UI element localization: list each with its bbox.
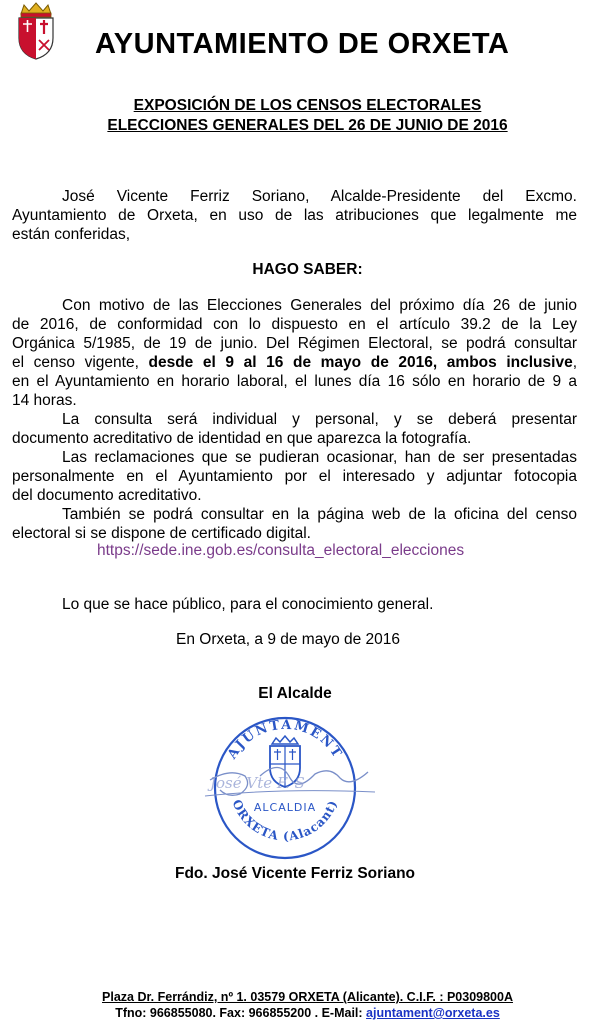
body-p1-line5: en el Ayuntamiento en horario laboral, el lunes día 16 sólo en horario de 9 a [12,373,577,390]
body-p2-line1: La consulta será individual y personal, y se deberá presentar [62,411,577,428]
body-p1-line2: de 2016, de conformidad con lo dispuesto en el artículo 39.2 de la Ley [12,316,577,333]
signature-role: El Alcalde [258,685,332,702]
notice-heading-line2: ELECCIONES GENERALES DEL 26 DE JUNIO DE 2016 [107,117,508,134]
stamp-middle-text: ALCALDIA [253,801,317,814]
stamp-bottom-text: ORXETA (Alacant) [229,797,341,844]
footer-contact-prefix: Tfno: 966855080. Fax: 966855200 . E-Mail: [115,1006,367,1020]
intro-line2: Ayuntamiento de Orxeta, en uso de las atribuciones que legalmente me [12,207,577,224]
closing-text: Lo que se hace público, para el conocimiento general. [62,596,434,613]
notice-heading-line1: EXPOSICIÓN DE LOS CENSOS ELECTORALES [133,97,482,114]
body-p3-line3: del documento acreditativo. [12,487,202,504]
footer-email-link[interactable]: ajuntament@orxeta.es [366,1006,500,1020]
intro-line1: José Vicente Ferriz Soriano, Alcalde-Presidente del Excmo. [62,188,577,205]
footer-address: Plaza Dr. Ferrándiz, nº 1. 03579 ORXETA (Alicante). C.I.F. : P0309800A [102,990,513,1004]
body-p4-line1: También se podrá consultar en la página web de la oficina del censo [62,506,577,523]
body-p2-line2: documento acreditativo de identidad en que aparezca la fotografía. [12,430,472,447]
signed-by: Fdo. José Vicente Ferriz Soriano [174,865,416,882]
consulta-link[interactable]: https://sede.ine.gob.es/consulta_electoral_elecciones [97,542,465,559]
date-range-emphasis: desde el 9 al 16 de mayo de 2016, ambos inclusive [148,354,573,371]
official-stamp [190,708,380,863]
hago-saber-heading: HAGO SABER: [252,261,363,278]
coat-of-arms-icon [15,2,57,60]
body-p1-line4: el censo vigente, desde el 9 al 16 de mayo de 2016, ambos inclusive, [12,354,577,371]
place-date: En Orxeta, a 9 de mayo de 2016 [176,631,401,648]
body-p1-line1: Con motivo de las Elecciones Generales del próximo día 26 de junio [62,297,577,314]
body-p3-line1: Las reclamaciones que se pudieran ocasionar, han de ser presentadas [62,449,577,466]
page-title: AYUNTAMIENTO DE ORXETA [95,28,510,60]
body-p4-line2: electoral si se dispone de certificado digital. [12,525,311,542]
body-p1-line6: 14 horas. [12,392,77,409]
body-p3-line2: personalmente en el Ayuntamiento por el interesado y adjuntar fotocopia [12,468,577,485]
footer-contact [0,1006,615,1020]
body-p1-line3: Orgánica 5/1985, de 19 de junio. Del Régimen Electoral, se podrá consultar [12,335,577,352]
intro-line3: están conferidas, [12,226,131,243]
handwritten-signature: José Vte F. S [210,774,305,792]
stamp-top-text: AJUNTAMENT [224,717,346,762]
